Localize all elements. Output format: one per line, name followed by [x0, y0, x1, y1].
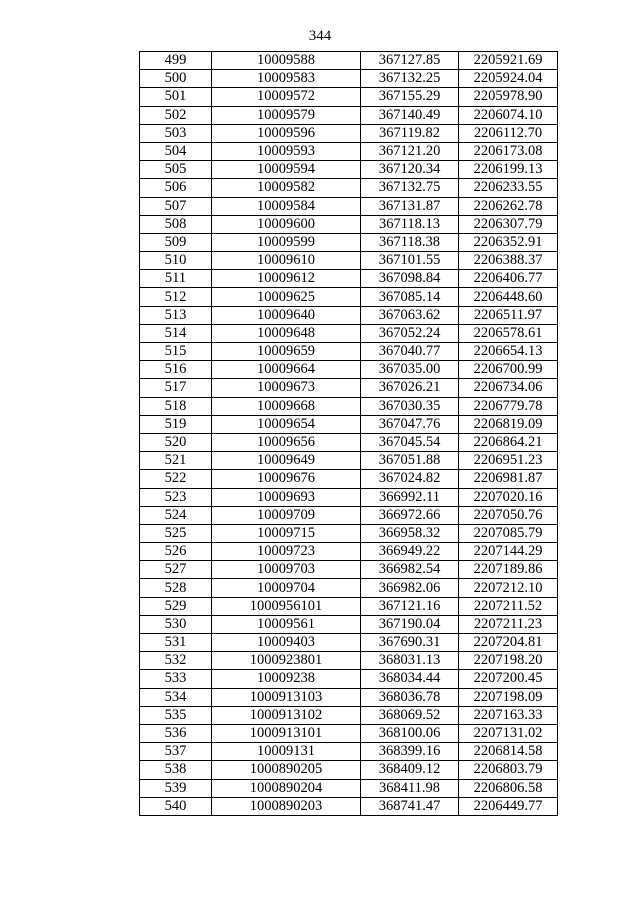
row-number-cell: 523: [140, 488, 212, 506]
point-id-cell: 1000890205: [212, 761, 361, 779]
table-row: [140, 124, 558, 142]
row-number-cell: 517: [140, 379, 212, 397]
point-id-cell: 1000913102: [212, 706, 361, 724]
point-id-cell: 10009594: [212, 161, 361, 179]
row-number-cell: 503: [140, 124, 212, 142]
x-coordinate-cell: 367101.55: [361, 252, 459, 270]
table-row: [140, 397, 558, 415]
x-coordinate-cell: 368741.47: [361, 797, 459, 815]
y-coordinate-cell: 2206700.99: [459, 361, 558, 379]
y-coordinate-cell: 2206803.79: [459, 761, 558, 779]
row-number-cell: 504: [140, 142, 212, 160]
x-coordinate-cell: 367098.84: [361, 270, 459, 288]
point-id-cell: 10009676: [212, 470, 361, 488]
point-id-cell: 10009656: [212, 433, 361, 451]
row-number-cell: 535: [140, 706, 212, 724]
y-coordinate-cell: 2206074.10: [459, 106, 558, 124]
point-id-cell: 10009588: [212, 52, 361, 70]
y-coordinate-cell: 2207050.76: [459, 506, 558, 524]
table-row: [140, 597, 558, 615]
table-row: [140, 452, 558, 470]
x-coordinate-cell: 368409.12: [361, 761, 459, 779]
y-coordinate-cell: 2206307.79: [459, 215, 558, 233]
table-row: [140, 761, 558, 779]
x-coordinate-cell: 368399.16: [361, 743, 459, 761]
row-number-cell: 538: [140, 761, 212, 779]
row-number-cell: 529: [140, 597, 212, 615]
point-id-cell: 10009723: [212, 543, 361, 561]
x-coordinate-cell: 366949.22: [361, 543, 459, 561]
y-coordinate-cell: 2207212.10: [459, 579, 558, 597]
x-coordinate-cell: 367051.88: [361, 452, 459, 470]
x-coordinate-cell: 367690.31: [361, 634, 459, 652]
y-coordinate-cell: 2206262.78: [459, 197, 558, 215]
row-number-cell: 520: [140, 433, 212, 451]
row-number-cell: 513: [140, 306, 212, 324]
table-row: [140, 197, 558, 215]
y-coordinate-cell: 2206806.58: [459, 779, 558, 797]
table-row: [140, 252, 558, 270]
table-row: [140, 779, 558, 797]
table-row: [140, 415, 558, 433]
point-id-cell: 10009582: [212, 179, 361, 197]
point-id-cell: 10009403: [212, 634, 361, 652]
row-number-cell: 515: [140, 343, 212, 361]
x-coordinate-cell: 367155.29: [361, 88, 459, 106]
table-row: [140, 343, 558, 361]
x-coordinate-cell: 367132.75: [361, 179, 459, 197]
point-id-cell: 10009572: [212, 88, 361, 106]
x-coordinate-cell: 366972.66: [361, 506, 459, 524]
point-id-cell: 10009659: [212, 343, 361, 361]
x-coordinate-cell: 367063.62: [361, 306, 459, 324]
x-coordinate-cell: 367127.85: [361, 52, 459, 70]
y-coordinate-cell: 2206388.37: [459, 252, 558, 270]
point-id-cell: 10009649: [212, 452, 361, 470]
row-number-cell: 516: [140, 361, 212, 379]
y-coordinate-cell: 2206449.77: [459, 797, 558, 815]
row-number-cell: 526: [140, 543, 212, 561]
point-id-cell: 10009596: [212, 124, 361, 142]
table-row: [140, 379, 558, 397]
point-id-cell: 1000890204: [212, 779, 361, 797]
table-row: [140, 543, 558, 561]
point-id-cell: 10009703: [212, 561, 361, 579]
point-id-cell: 10009715: [212, 524, 361, 542]
point-id-cell: 10009693: [212, 488, 361, 506]
point-id-cell: 10009612: [212, 270, 361, 288]
point-id-cell: 10009610: [212, 252, 361, 270]
x-coordinate-cell: 367131.87: [361, 197, 459, 215]
y-coordinate-cell: 2207163.33: [459, 706, 558, 724]
x-coordinate-cell: 366992.11: [361, 488, 459, 506]
y-coordinate-cell: 2207020.16: [459, 488, 558, 506]
row-number-cell: 505: [140, 161, 212, 179]
row-number-cell: 499: [140, 52, 212, 70]
table-row: [140, 470, 558, 488]
y-coordinate-cell: 2206779.78: [459, 397, 558, 415]
table-row: [140, 142, 558, 160]
row-number-cell: 519: [140, 415, 212, 433]
table-row: [140, 634, 558, 652]
table-row: [140, 724, 558, 742]
y-coordinate-cell: 2205978.90: [459, 88, 558, 106]
table-row: [140, 70, 558, 88]
x-coordinate-cell: 367035.00: [361, 361, 459, 379]
point-id-cell: 10009640: [212, 306, 361, 324]
row-number-cell: 528: [140, 579, 212, 597]
table-row: [140, 233, 558, 251]
y-coordinate-cell: 2207131.02: [459, 724, 558, 742]
x-coordinate-cell: 368100.06: [361, 724, 459, 742]
y-coordinate-cell: 2206814.58: [459, 743, 558, 761]
y-coordinate-cell: 2207144.29: [459, 543, 558, 561]
table-row: [140, 488, 558, 506]
x-coordinate-cell: 367118.38: [361, 233, 459, 251]
table-row: [140, 161, 558, 179]
point-id-cell: 10009579: [212, 106, 361, 124]
x-coordinate-cell: 367190.04: [361, 615, 459, 633]
row-number-cell: 507: [140, 197, 212, 215]
point-id-cell: 10009673: [212, 379, 361, 397]
x-coordinate-cell: 367024.82: [361, 470, 459, 488]
point-id-cell: 1000956101: [212, 597, 361, 615]
table-row: [140, 288, 558, 306]
row-number-cell: 502: [140, 106, 212, 124]
table-row: [140, 579, 558, 597]
y-coordinate-cell: 2207211.52: [459, 597, 558, 615]
row-number-cell: 537: [140, 743, 212, 761]
point-id-cell: 10009593: [212, 142, 361, 160]
x-coordinate-cell: 367026.21: [361, 379, 459, 397]
row-number-cell: 506: [140, 179, 212, 197]
x-coordinate-cell: 367119.82: [361, 124, 459, 142]
y-coordinate-cell: 2206112.70: [459, 124, 558, 142]
table-row: [140, 215, 558, 233]
x-coordinate-cell: 368411.98: [361, 779, 459, 797]
x-coordinate-cell: 367040.77: [361, 343, 459, 361]
y-coordinate-cell: 2206819.09: [459, 415, 558, 433]
y-coordinate-cell: 2206352.91: [459, 233, 558, 251]
page-number: 344: [308, 28, 332, 44]
y-coordinate-cell: 2205921.69: [459, 52, 558, 70]
y-coordinate-cell: 2206406.77: [459, 270, 558, 288]
x-coordinate-cell: 367047.76: [361, 415, 459, 433]
y-coordinate-cell: 2206654.13: [459, 343, 558, 361]
table-row: [140, 797, 558, 815]
point-id-cell: 10009583: [212, 70, 361, 88]
y-coordinate-cell: 2207085.79: [459, 524, 558, 542]
row-number-cell: 539: [140, 779, 212, 797]
table-row: [140, 688, 558, 706]
x-coordinate-cell: 367140.49: [361, 106, 459, 124]
x-coordinate-cell: 366982.06: [361, 579, 459, 597]
point-id-cell: 10009625: [212, 288, 361, 306]
table-row: [140, 670, 558, 688]
row-number-cell: 524: [140, 506, 212, 524]
table-row: [140, 88, 558, 106]
point-id-cell: 1000913101: [212, 724, 361, 742]
table-row: [140, 106, 558, 124]
row-number-cell: 525: [140, 524, 212, 542]
y-coordinate-cell: 2207198.09: [459, 688, 558, 706]
row-number-cell: 501: [140, 88, 212, 106]
y-coordinate-cell: 2206511.97: [459, 306, 558, 324]
y-coordinate-cell: 2206233.55: [459, 179, 558, 197]
x-coordinate-cell: 368036.78: [361, 688, 459, 706]
x-coordinate-cell: 367121.20: [361, 142, 459, 160]
point-id-cell: 10009704: [212, 579, 361, 597]
x-coordinate-cell: 367121.16: [361, 597, 459, 615]
table-row: [140, 433, 558, 451]
row-number-cell: 510: [140, 252, 212, 270]
x-coordinate-cell: 368031.13: [361, 652, 459, 670]
table-row: [140, 652, 558, 670]
point-id-cell: 10009600: [212, 215, 361, 233]
row-number-cell: 532: [140, 652, 212, 670]
table-row: [140, 506, 558, 524]
x-coordinate-cell: 367132.25: [361, 70, 459, 88]
x-coordinate-cell: 367052.24: [361, 324, 459, 342]
point-id-cell: 10009664: [212, 361, 361, 379]
table-row: [140, 179, 558, 197]
row-number-cell: 518: [140, 397, 212, 415]
x-coordinate-cell: 366982.54: [361, 561, 459, 579]
row-number-cell: 511: [140, 270, 212, 288]
x-coordinate-cell: 367120.34: [361, 161, 459, 179]
row-number-cell: 540: [140, 797, 212, 815]
table-row: [140, 524, 558, 542]
x-coordinate-cell: 368034.44: [361, 670, 459, 688]
point-id-cell: 10009561: [212, 615, 361, 633]
y-coordinate-cell: 2206734.06: [459, 379, 558, 397]
point-id-cell: 10009709: [212, 506, 361, 524]
point-id-cell: 1000923801: [212, 652, 361, 670]
x-coordinate-cell: 367030.35: [361, 397, 459, 415]
table-row: [140, 561, 558, 579]
point-id-cell: 10009238: [212, 670, 361, 688]
point-id-cell: 10009584: [212, 197, 361, 215]
point-id-cell: 1000913103: [212, 688, 361, 706]
y-coordinate-cell: 2206864.21: [459, 433, 558, 451]
y-coordinate-cell: 2207198.20: [459, 652, 558, 670]
table-row: [140, 324, 558, 342]
y-coordinate-cell: 2205924.04: [459, 70, 558, 88]
point-id-cell: 10009648: [212, 324, 361, 342]
table-row: [140, 743, 558, 761]
point-id-cell: 10009131: [212, 743, 361, 761]
y-coordinate-cell: 2206448.60: [459, 288, 558, 306]
table-row: [140, 706, 558, 724]
coordinates-table: [139, 51, 558, 816]
y-coordinate-cell: 2206951.23: [459, 452, 558, 470]
table-row: [140, 270, 558, 288]
row-number-cell: 521: [140, 452, 212, 470]
point-id-cell: 10009654: [212, 415, 361, 433]
row-number-cell: 500: [140, 70, 212, 88]
y-coordinate-cell: 2207200.45: [459, 670, 558, 688]
y-coordinate-cell: 2207204.81: [459, 634, 558, 652]
table-row: [140, 615, 558, 633]
row-number-cell: 536: [140, 724, 212, 742]
y-coordinate-cell: 2206981.87: [459, 470, 558, 488]
x-coordinate-cell: 368069.52: [361, 706, 459, 724]
row-number-cell: 509: [140, 233, 212, 251]
x-coordinate-cell: 367085.14: [361, 288, 459, 306]
row-number-cell: 522: [140, 470, 212, 488]
point-id-cell: 1000890203: [212, 797, 361, 815]
row-number-cell: 514: [140, 324, 212, 342]
y-coordinate-cell: 2206578.61: [459, 324, 558, 342]
row-number-cell: 531: [140, 634, 212, 652]
x-coordinate-cell: 367045.54: [361, 433, 459, 451]
y-coordinate-cell: 2207211.23: [459, 615, 558, 633]
x-coordinate-cell: 367118.13: [361, 215, 459, 233]
y-coordinate-cell: 2206173.08: [459, 142, 558, 160]
table-row: [140, 306, 558, 324]
row-number-cell: 533: [140, 670, 212, 688]
row-number-cell: 512: [140, 288, 212, 306]
y-coordinate-cell: 2206199.13: [459, 161, 558, 179]
row-number-cell: 527: [140, 561, 212, 579]
y-coordinate-cell: 2207189.86: [459, 561, 558, 579]
table-row: [140, 361, 558, 379]
coordinates-table-body: [140, 52, 558, 816]
row-number-cell: 534: [140, 688, 212, 706]
table-row: [140, 52, 558, 70]
row-number-cell: 508: [140, 215, 212, 233]
x-coordinate-cell: 366958.32: [361, 524, 459, 542]
row-number-cell: 530: [140, 615, 212, 633]
point-id-cell: 10009599: [212, 233, 361, 251]
point-id-cell: 10009668: [212, 397, 361, 415]
